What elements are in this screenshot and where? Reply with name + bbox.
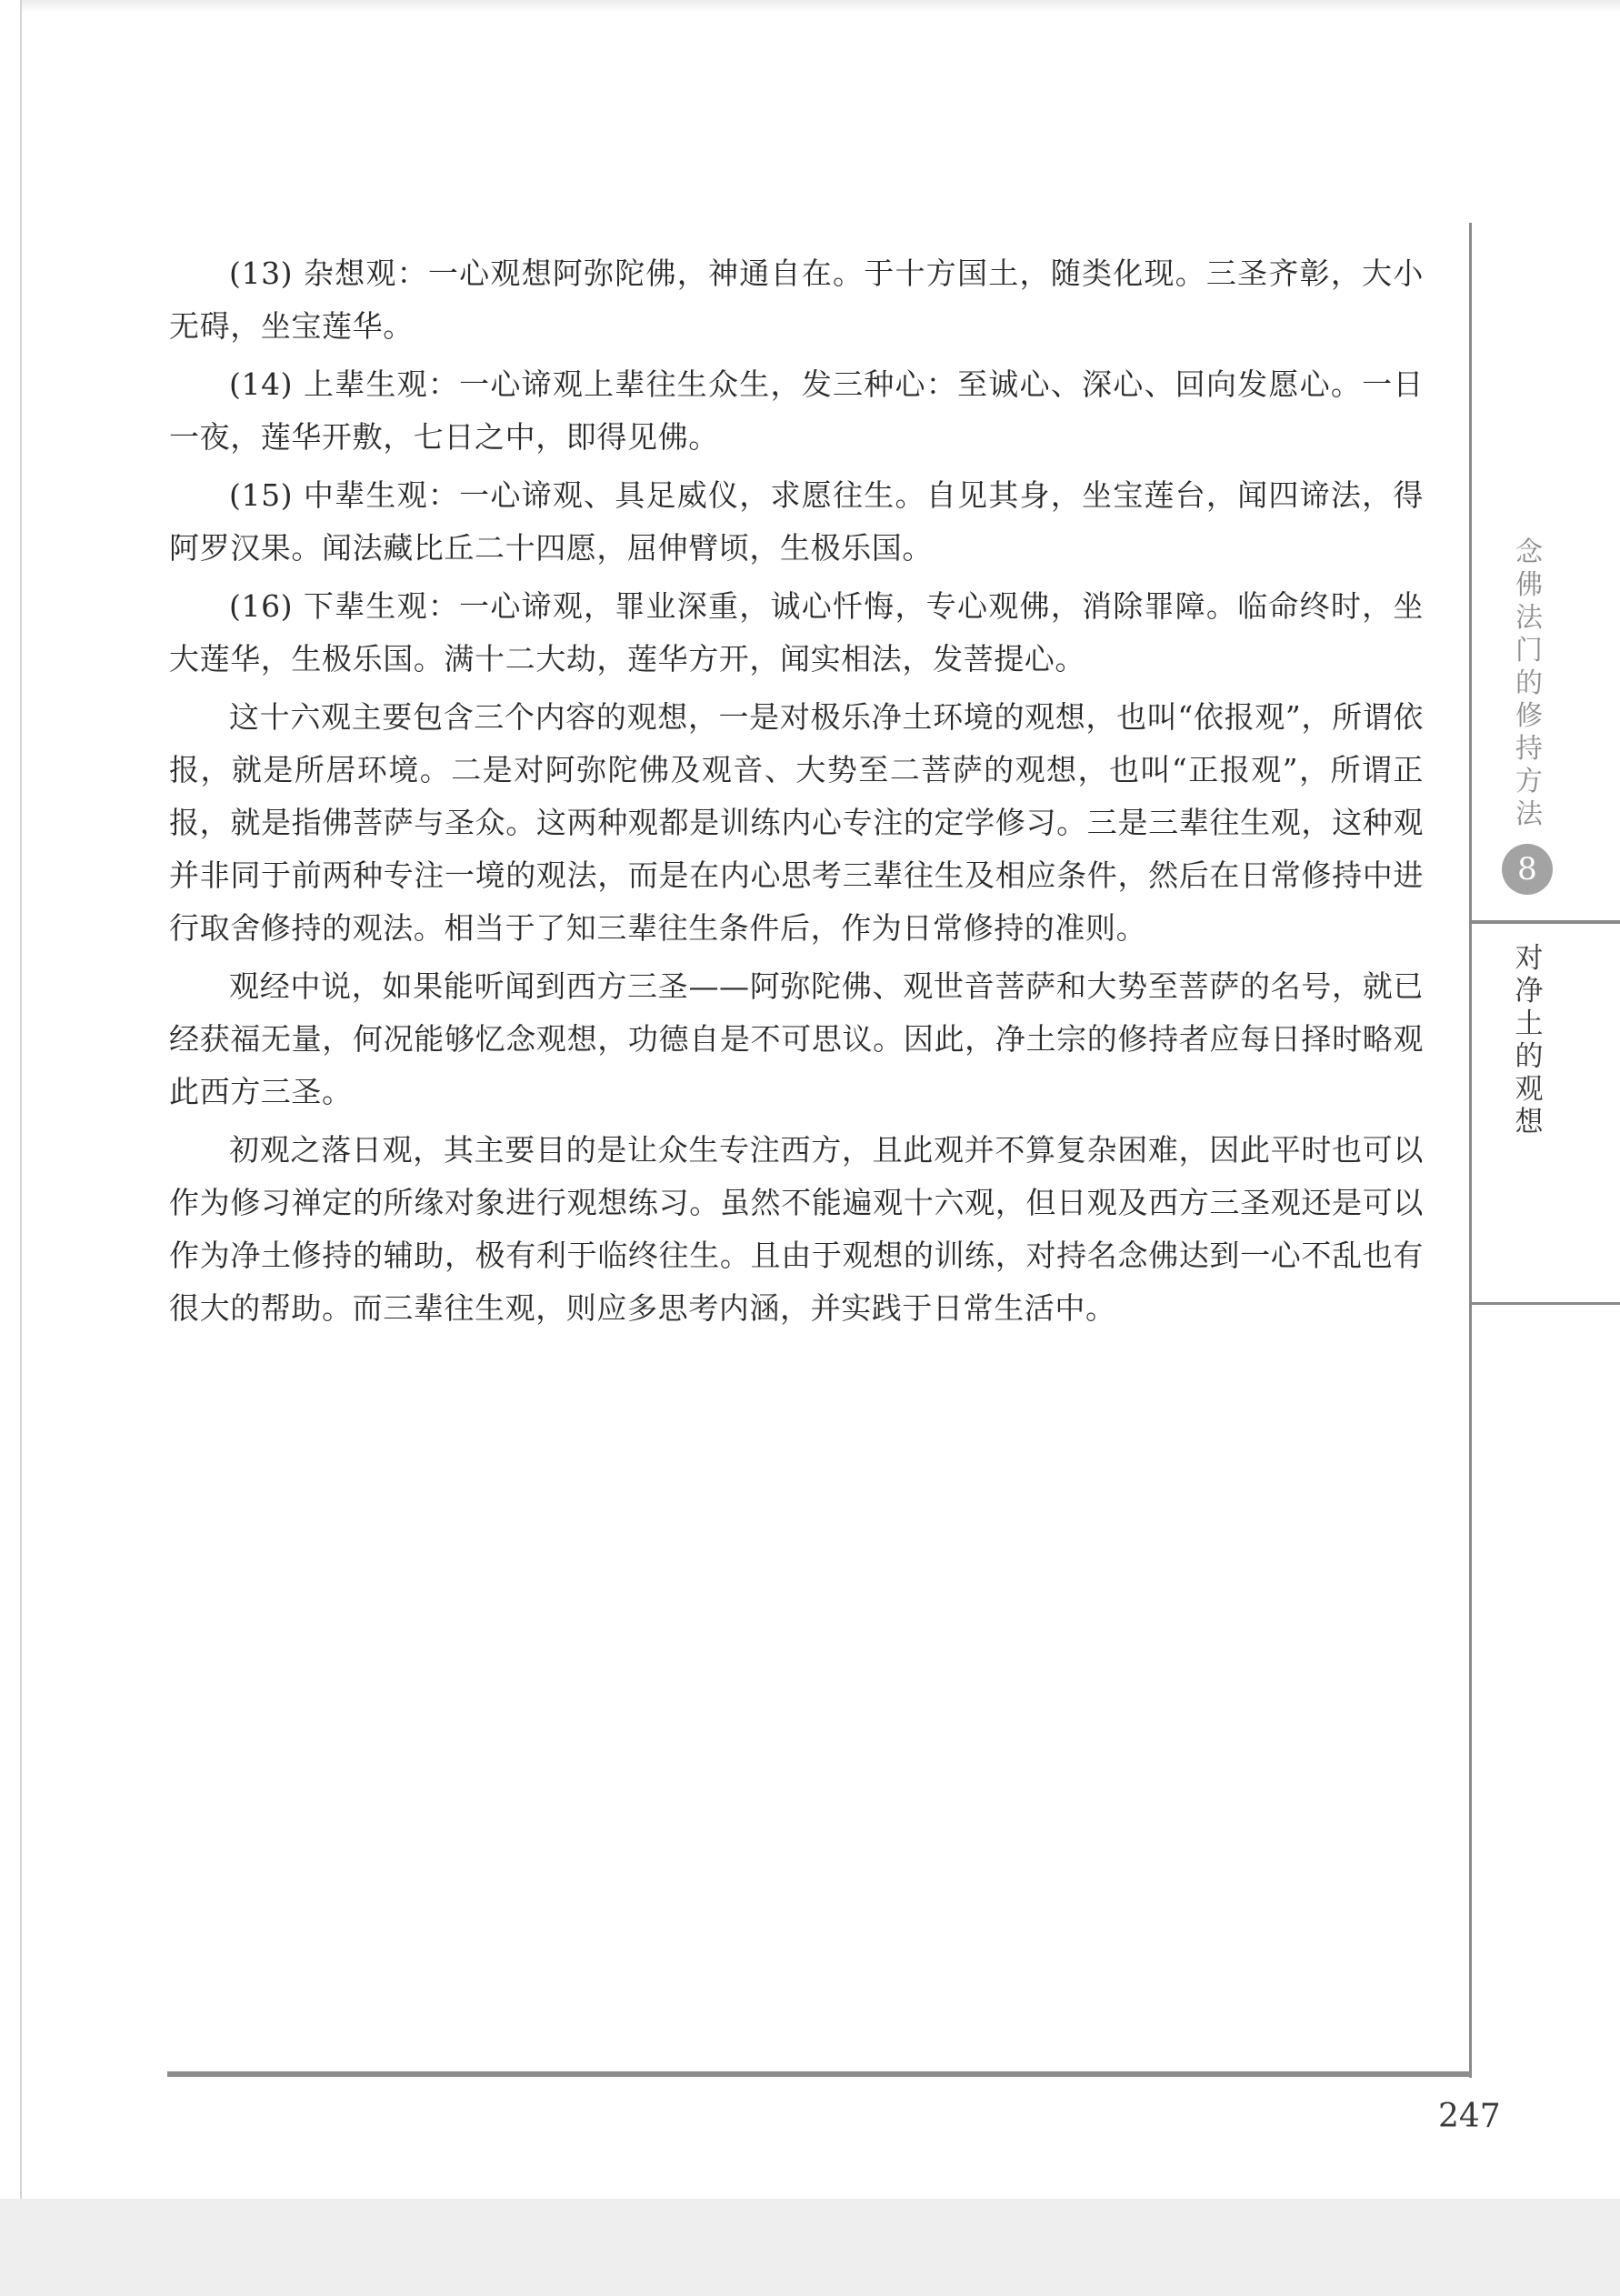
body-text <box>169 247 1424 1335</box>
page-number: 247 <box>1438 2098 1501 2135</box>
scan-bottom-margin <box>0 2199 1620 2296</box>
footer-rule <box>167 2071 1471 2077</box>
paragraph-13-zaxiang-guan: (13) 杂想观：一心观想阿弥陀佛，神通自在。于十方国土，随类化现。三圣齐彰，大小无碍，坐宝莲华。 <box>169 256 1424 344</box>
paragraph-16-xiabei-guan: (16) 下辈生观：一心谛观，罪业深重，诚心忏悔，专心观佛，消除罪障。临命终时，坐大莲华，生极乐国。满十二大劫，莲华方开，闻实相法，发菩提心。 <box>169 588 1424 677</box>
page-left-edge <box>20 0 22 2296</box>
side-tab-divider-lower <box>1471 1302 1620 1305</box>
paragraph-sunset-contemplation: 初观之落日观，其主要目的是让众生专注西方，且此观并不算复杂困难，因此平时也可以作为修习禅定的所缘对象进行观想练习。虽然不能遍观十六观，但日观及西方三圣观还是可以作为净土修持的辅助，极有利于临终往生。且由于观想的训练，对持名念佛达到一心不乱也有很大的帮助。而三辈往生观，则应多思考内涵，并实践于日常生活中。 <box>169 1132 1424 1326</box>
paragraph-western-three-saints: 观经中说，如果能听闻到西方三圣——阿弥陀佛、观世音菩萨和大势至菩萨的名号，就已经获福无量，何况能够忆念观想，功德自是不可思议。因此，净土宗的修持者应每日择时略观此西方三圣。 <box>169 968 1424 1109</box>
paragraph-sixteen-contemplations-summary: 这十六观主要包含三个内容的观想，一是对极乐净土环境的观想，也叫“依报观”，所谓依报，就是所居环境。二是对阿弥陀佛及观音、大势至二菩萨的观想，也叫“正报观”，所谓正报，就是指佛菩萨与圣众。这两种观都是训练内心专注的定学修习。三是三辈往生观，这种观并非同于前两种专注一境的观法，而是在内心思考三辈往生及相应条件，然后在日常修持中进行取舍修持的观法。相当于了知三辈往生条件后，作为日常修持的准则。 <box>169 699 1424 946</box>
chapter-number-badge: 8 <box>1502 844 1553 895</box>
page-top-shadow <box>22 0 1620 13</box>
right-margin-rule <box>1469 223 1472 2078</box>
paragraph-15-zhongbei-guan: (15) 中辈生观：一心谛观、具足威仪，求愿往生。自见其身，坐宝莲台，闻四谛法，得阿罗汉果。闻法藏比丘二十四愿，屈伸臂顷，生极乐国。 <box>169 477 1424 566</box>
side-tab-chapter-subtitle: 对净土的观想 <box>1515 942 1544 1138</box>
paragraph-14-shangbei-guan: (14) 上辈生观：一心谛观上辈往生众生，发三种心：至诚心、深心、回向发愿心。一日一夜，莲华开敷，七日之中，即得见佛。 <box>169 366 1424 455</box>
side-tab-divider-upper <box>1471 920 1620 924</box>
side-tab-part-title: 念佛法门的修持方法 <box>1515 536 1543 830</box>
